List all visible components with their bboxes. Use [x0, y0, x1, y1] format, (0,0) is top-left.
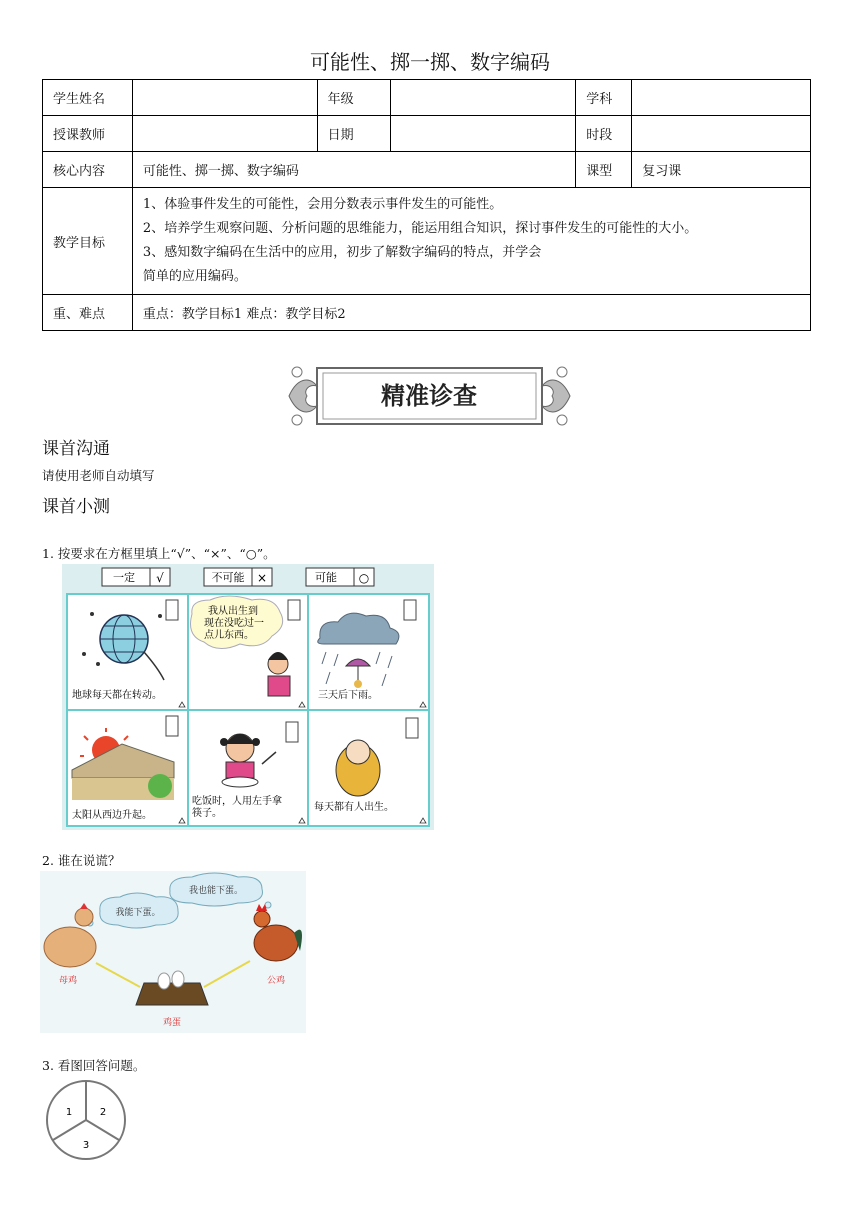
svg-text:我也能下蛋。: 我也能下蛋。 [188, 886, 244, 896]
sector-label: 2 [99, 1107, 107, 1118]
page-title: 可能性、掷一掷、数字编码 [310, 50, 550, 74]
svg-text:不可能: 不可能 [211, 571, 245, 584]
svg-text:可能: 可能 [315, 571, 337, 584]
question-2-figure [40, 871, 306, 1033]
teacher-value [132, 116, 317, 152]
sector-label: 1 [65, 1107, 73, 1118]
goal-item: 简单的应用编码。 [142, 269, 247, 284]
goal-item: 1、体验事件发生的可能性，会用分数表示事件发生的可能性。 [142, 197, 503, 212]
question-1-figure [62, 564, 434, 830]
sector-label: 3 [82, 1140, 90, 1151]
rooster-label: 公鸡 [266, 976, 286, 986]
answer-box[interactable] [406, 718, 418, 738]
goal-item: 3、感知数字编码在生活中的应用，初步了解数字编码的特点，并学会 [142, 245, 542, 260]
teacher-label: 授课教师 [43, 116, 133, 152]
lesson-type-value: 复习课 [632, 152, 811, 188]
banner-title: 精准诊查 [381, 382, 477, 410]
cell-caption: 太阳从西边升起。 [72, 810, 152, 821]
student-name-value [132, 80, 317, 116]
spinner-figure [44, 1078, 128, 1162]
section-heading: 课首沟通 [42, 439, 110, 459]
answer-box[interactable] [286, 722, 298, 742]
svg-text:一定: 一定 [113, 571, 135, 584]
svg-text:×: × [256, 571, 268, 585]
svg-text:我能下蛋。: 我能下蛋。 [115, 908, 161, 918]
focus-label: 重、难点 [43, 295, 133, 331]
svg-text:○: ○ [358, 571, 370, 585]
section-banner [287, 358, 572, 434]
subject-label: 学科 [576, 80, 632, 116]
date-value [390, 116, 576, 152]
cell-caption: 点儿东西。 [204, 630, 254, 641]
cell-caption: 筷子。 [192, 808, 222, 819]
cell-caption: 每天都有人出生。 [314, 802, 394, 813]
lesson-info-table [42, 79, 811, 331]
teaching-goals-list [132, 188, 810, 295]
grade-value [390, 80, 576, 116]
question-3: 3. 看图回答问题。 [42, 1058, 146, 1073]
answer-box[interactable] [404, 600, 416, 620]
egg-label: 鸡蛋 [162, 1018, 182, 1028]
section-heading: 课首小测 [42, 497, 110, 517]
svg-text:√: √ [156, 571, 164, 585]
question-2: 2. 谁在说谎？ [42, 853, 121, 868]
period-label: 时段 [576, 116, 632, 152]
legend-certain [102, 568, 170, 586]
cell-caption: 三天后下雨。 [318, 690, 378, 701]
date-label: 日期 [317, 116, 390, 152]
lesson-type-label: 课型 [576, 152, 632, 188]
period-value [632, 116, 811, 152]
answer-box[interactable] [288, 600, 300, 620]
hen-label: 母鸡 [58, 976, 78, 986]
question-1: 1. 按要求在方框里填上“√”、“×”、“○”。 [42, 546, 276, 561]
answer-box[interactable] [166, 716, 178, 736]
cell-caption: 地球每天都在转动。 [72, 690, 162, 701]
core-content-value: 可能性、掷一掷、数字编码 [132, 152, 575, 188]
answer-box[interactable] [166, 600, 178, 620]
core-content-label: 核心内容 [43, 152, 133, 188]
legend-impossible [204, 568, 272, 586]
focus-value: 重点：教学目标1 难点：教学目标2 [132, 295, 810, 331]
legend-possible [306, 568, 374, 586]
teaching-goals-label: 教学目标 [43, 188, 133, 295]
cell-caption: 吃饭时，人用左手拿 [192, 796, 282, 807]
section-note: 请使用老师自动填写 [42, 468, 155, 483]
subject-value [632, 80, 811, 116]
student-name-label: 学生姓名 [43, 80, 133, 116]
grade-label: 年级 [317, 80, 390, 116]
goal-item: 2、培养学生观察问题、分析问题的思维能力，能运用组合知识，探讨事件发生的可能性的大小。 [142, 221, 698, 236]
cell-caption: 我从出生到 [208, 606, 258, 617]
cell-caption: 现在没吃过一 [204, 618, 264, 629]
